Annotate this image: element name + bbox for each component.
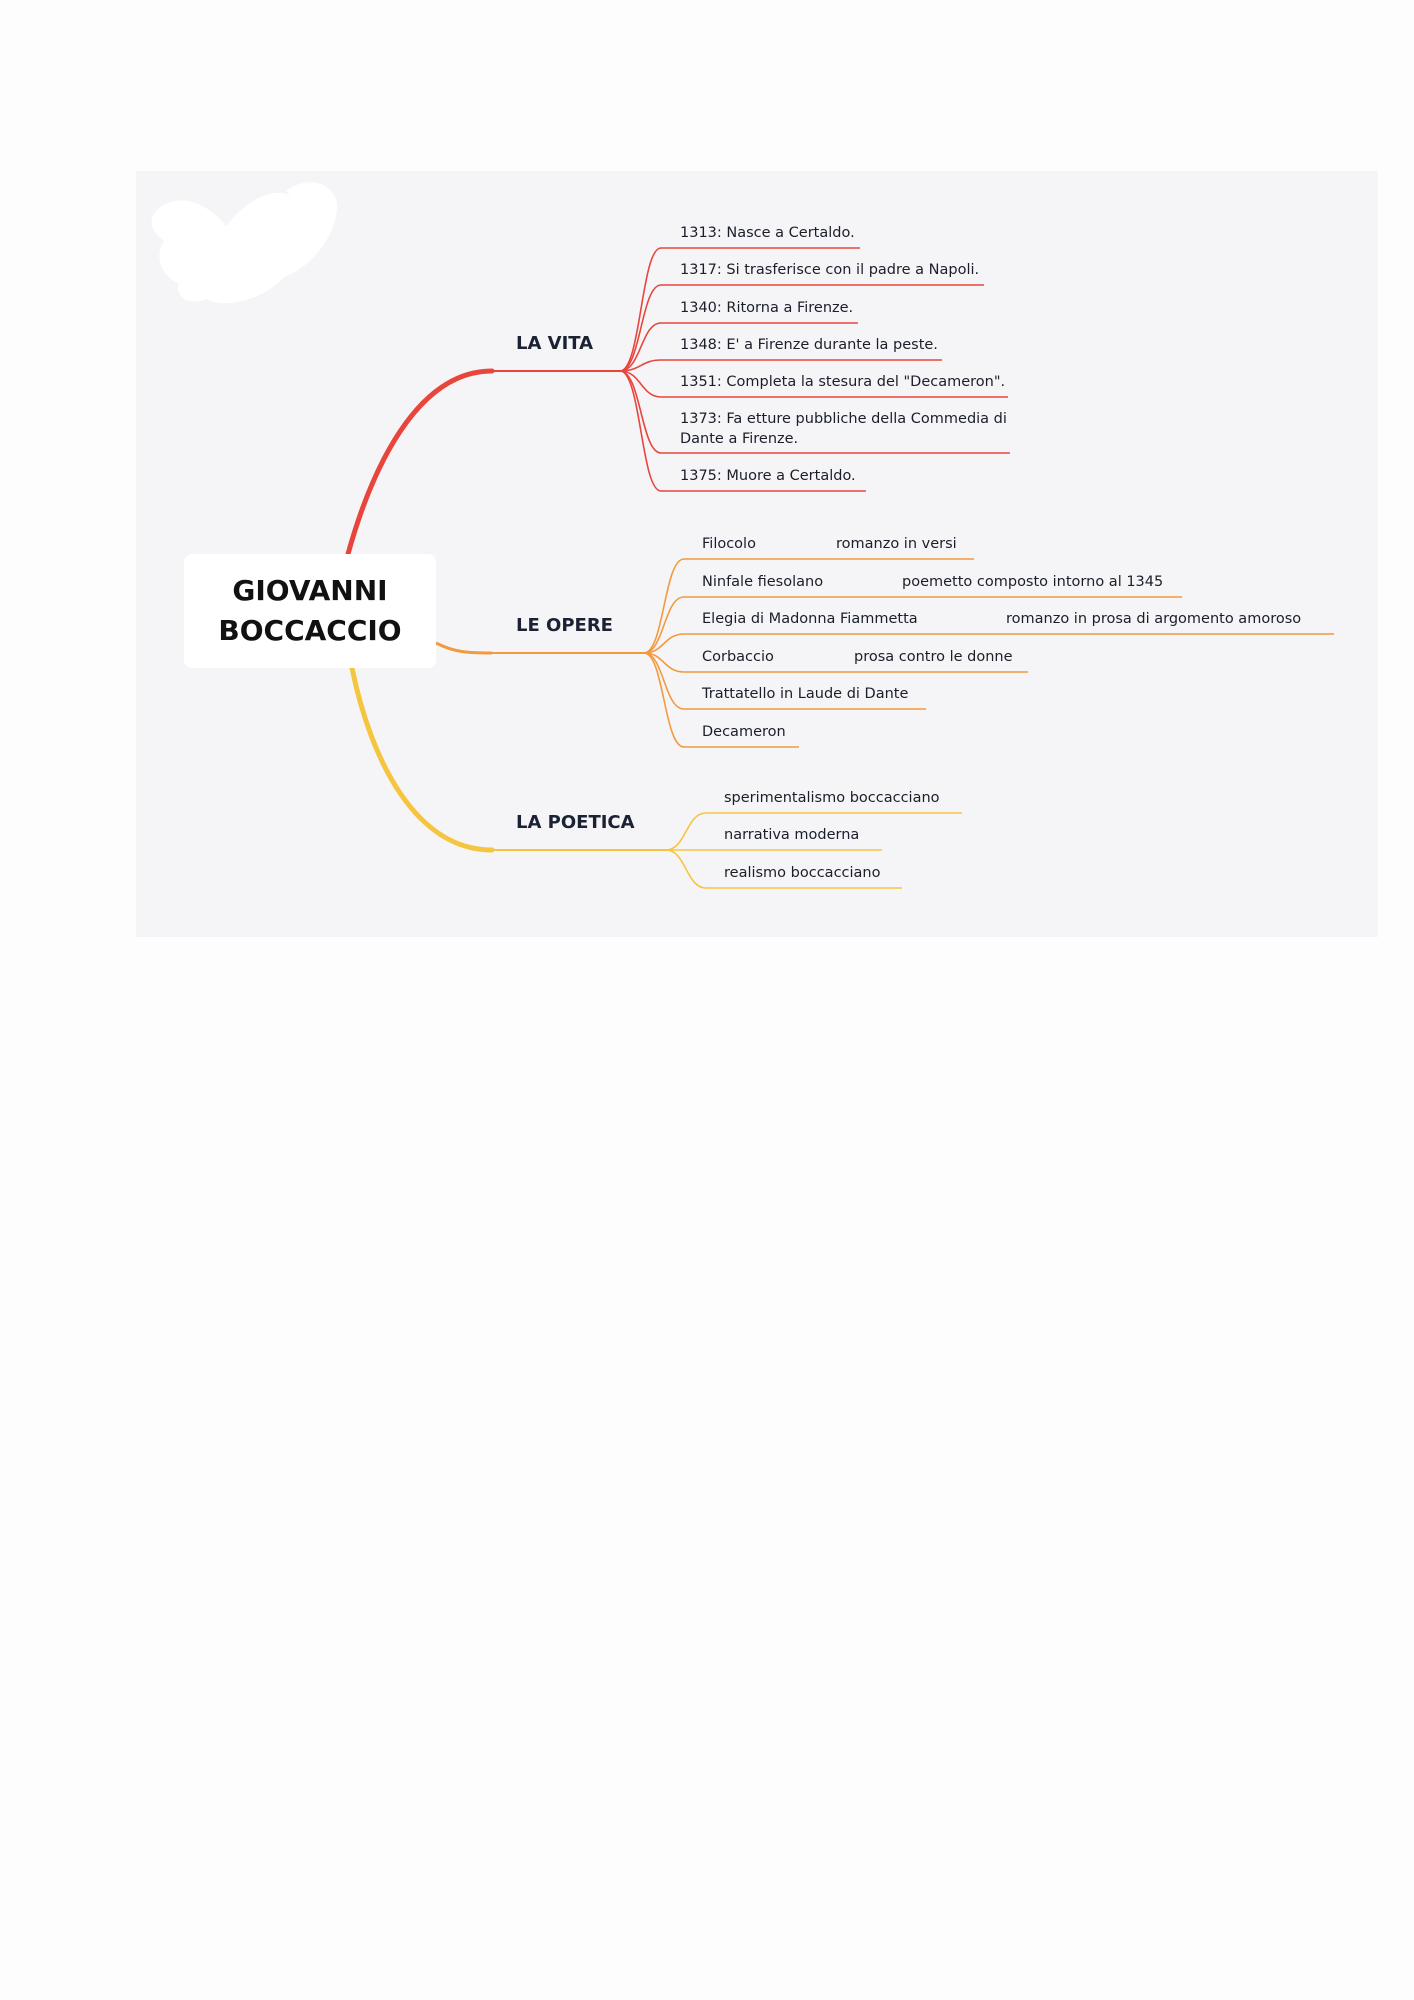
connector-poetica bbox=[352, 668, 492, 850]
connector-vita-1 bbox=[620, 248, 661, 371]
connector-vita-7 bbox=[620, 371, 661, 491]
vita-item-1313: 1313: Nasce a Certaldo. bbox=[680, 225, 855, 241]
vita-item-1351: 1351: Completa la stesura del "Decameron". bbox=[680, 374, 1006, 390]
vita-item-1340: 1340: Ritorna a Firenze. bbox=[680, 300, 854, 316]
white-scribble bbox=[136, 171, 366, 341]
connector-vita bbox=[348, 371, 492, 554]
connector-poetica-1 bbox=[666, 813, 706, 850]
mind-map bbox=[136, 171, 1378, 937]
vita-item-1373: 1373: Fa etture pubbliche della Commedia di Dante a Firenze. bbox=[680, 411, 1007, 447]
opere-title-filocolo: Filocolo bbox=[702, 536, 756, 552]
connector-poetica-3 bbox=[666, 850, 706, 888]
branch-label-vita: LA VITA bbox=[516, 333, 594, 354]
branch-label-poetica: LA POETICA bbox=[516, 812, 635, 833]
connector-opere bbox=[436, 643, 492, 653]
poetica-item-sperimentalismo: sperimentalismo boccacciano bbox=[724, 790, 940, 806]
opere-title-ninfale: Ninfale fiesolano bbox=[702, 574, 824, 590]
opere-title-corbaccio: Corbaccio bbox=[702, 649, 774, 665]
opere-note-ninfale: poemetto composto intorno al 1345 bbox=[902, 574, 1164, 590]
connector-vita-2 bbox=[620, 285, 661, 371]
root-node bbox=[184, 554, 436, 668]
opere-title-elegia: Elegia di Madonna Fiammetta bbox=[702, 611, 918, 627]
vita-item-1317: 1317: Si trasferisce con il padre a Napoli. bbox=[680, 262, 980, 278]
opere-title-decameron: Decameron bbox=[702, 724, 786, 740]
poetica-item-narrativa: narrativa moderna bbox=[724, 827, 860, 843]
branch-label-opere: LE OPERE bbox=[516, 615, 613, 636]
poetica-item-realismo: realismo boccacciano bbox=[724, 865, 881, 881]
opere-note-corbaccio: prosa contro le donne bbox=[854, 649, 1013, 665]
opere-note-elegia: romanzo in prosa di argomento amoroso bbox=[1006, 611, 1302, 627]
vita-item-1348: 1348: E' a Firenze durante la peste. bbox=[680, 337, 938, 353]
opere-note-filocolo: romanzo in versi bbox=[836, 536, 957, 552]
connector-opere-6 bbox=[644, 653, 684, 747]
connector-opere-1 bbox=[644, 559, 684, 653]
vita-item-1375: 1375: Muore a Certaldo. bbox=[680, 468, 856, 484]
root-label: GIOVANNI BOCCACCIO bbox=[218, 574, 402, 647]
opere-title-trattatello: Trattatello in Laude di Dante bbox=[702, 686, 909, 702]
